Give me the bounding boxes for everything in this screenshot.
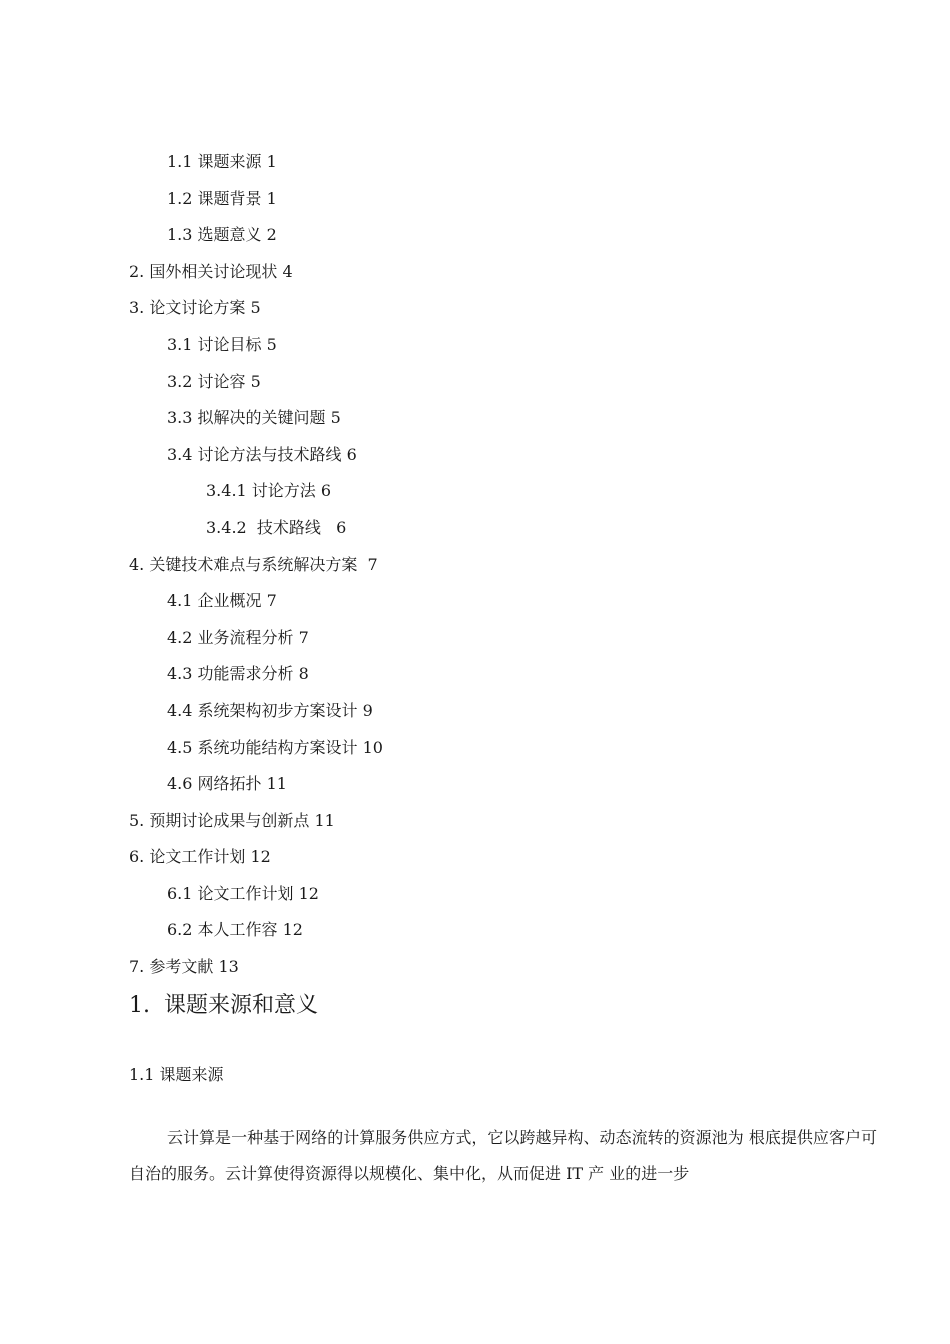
table-of-contents <box>0 144 950 986</box>
body-paragraph: 云计算是一种基于网络的计算服务供应方式，它以跨越异构、动态流转的资源池为 根底提供应客户可自治的服务。云计算使得资源得以规模化、集中化，从而促进 IT 产 业的进一步 <box>129 1128 877 1183</box>
toc-entry: 6. 论文工作计划 12 <box>129 847 271 867</box>
toc-entry: 6.1 论文工作计划 12 <box>167 883 319 903</box>
toc-entry: 4.2 业务流程分析 7 <box>167 627 309 647</box>
toc-entry: 2. 国外相关讨论现状 4 <box>129 261 293 281</box>
toc-entry: 3.4 讨论方法与技术路线 6 <box>167 444 357 464</box>
toc-entry: 3.4.1 讨论方法 6 <box>206 481 332 501</box>
toc-entry: 4.1 企业概况 7 <box>167 591 277 611</box>
toc-entry: 4.5 系统功能结构方案设计 10 <box>167 737 383 757</box>
toc-entry: 1.1 课题来源 1 <box>167 152 277 171</box>
subsection-heading: 1.1 课题来源 <box>129 1065 224 1084</box>
toc-entry: 3.4.2 技术路线 6 <box>206 517 347 537</box>
section-heading: 1. 课题来源和意义 <box>129 993 318 1018</box>
toc-entry: 4. 关键技术难点与系统解决方案 7 <box>129 554 378 574</box>
toc-entry: 4.6 网络拓扑 11 <box>167 774 287 794</box>
toc-entry: 3.3 拟解决的关键问题 5 <box>167 408 341 428</box>
toc-entry: 4.4 系统架构初步方案设计 9 <box>167 700 373 720</box>
toc-entry: 3.1 讨论目标 5 <box>167 334 277 354</box>
toc-entry: 6.2 本人工作容 12 <box>167 920 303 940</box>
toc-entry: 3. 论文讨论方案 5 <box>129 298 261 318</box>
toc-entry: 5. 预期讨论成果与创新点 11 <box>129 810 335 830</box>
toc-entry: 1.2 课题背景 1 <box>167 188 277 208</box>
toc-entry: 4.3 功能需求分析 8 <box>167 664 309 684</box>
toc-entry: 1.3 选题意义 2 <box>167 225 277 245</box>
toc-entry: 3.2 讨论容 5 <box>167 371 261 391</box>
toc-entry: 7. 参考文献 13 <box>129 957 239 977</box>
